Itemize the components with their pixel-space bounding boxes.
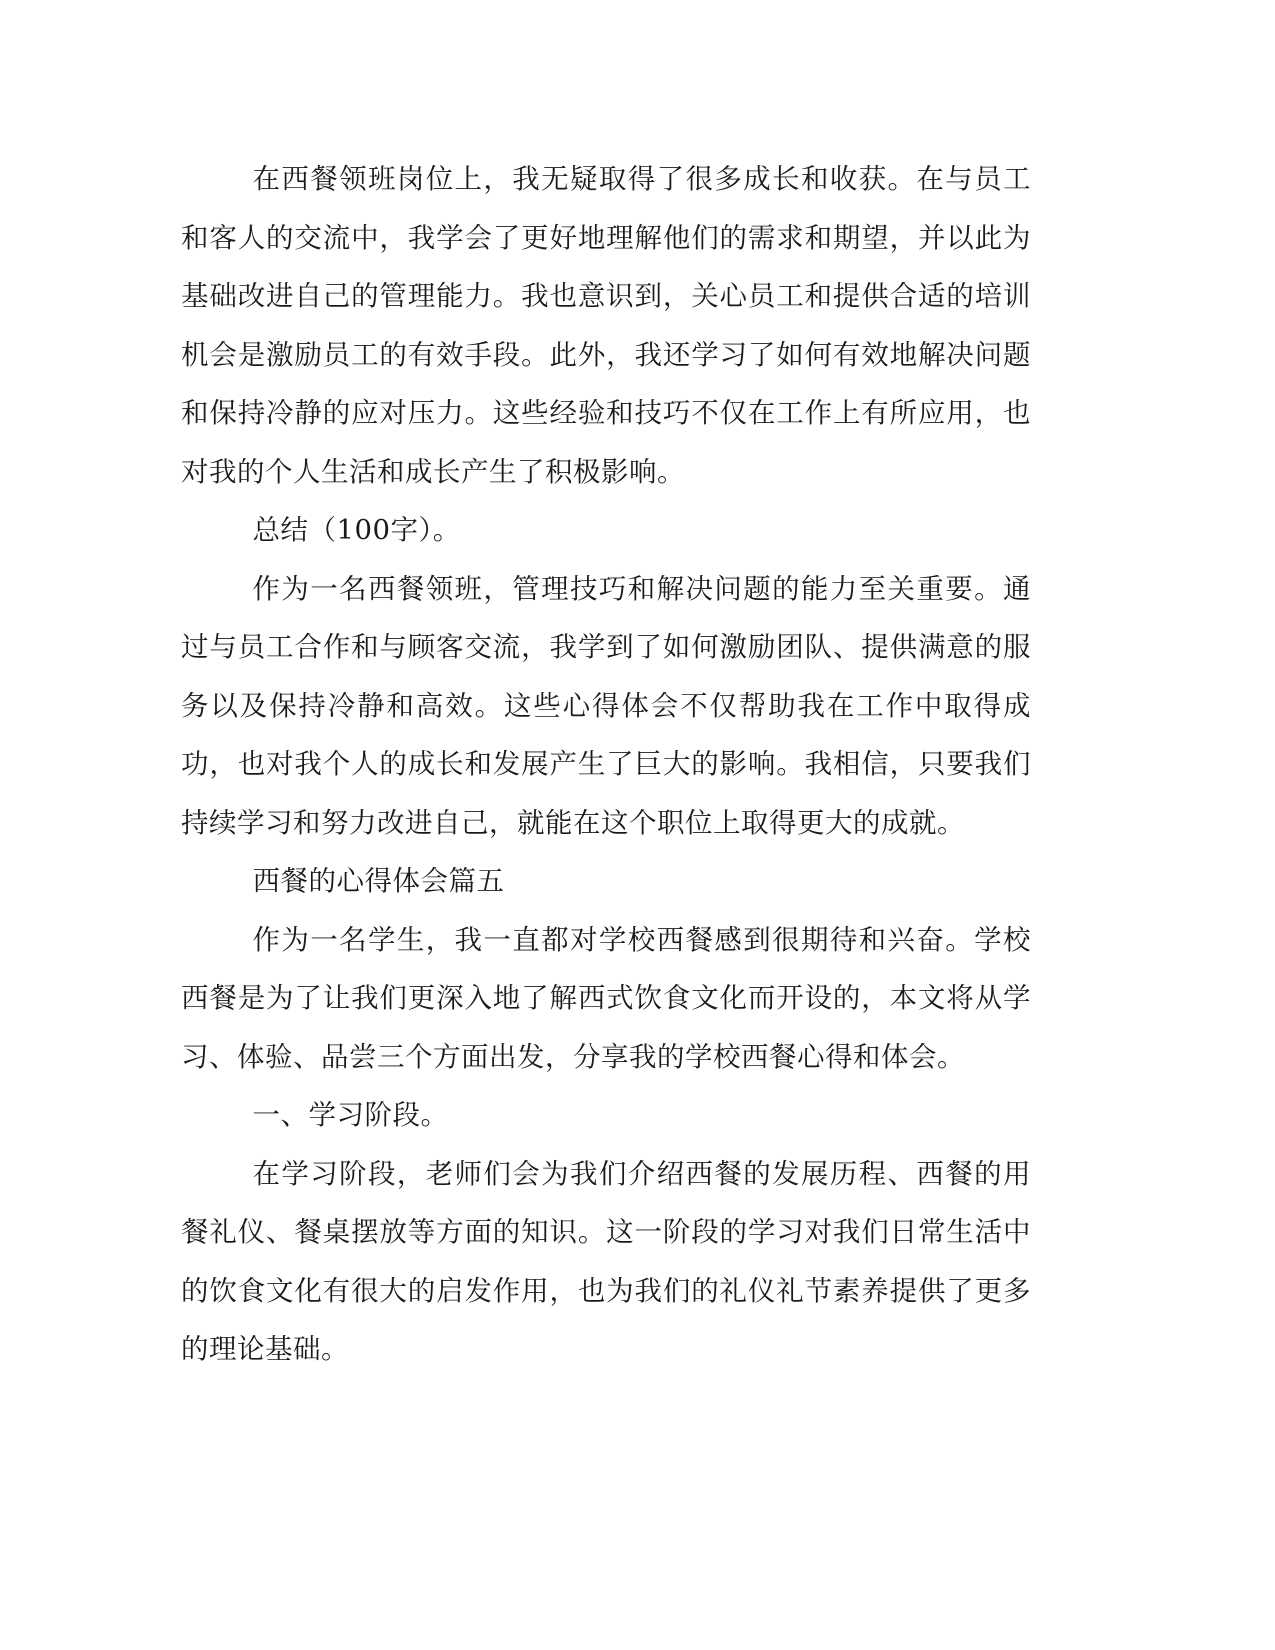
paragraph-summary: 作为一名西餐领班，管理技巧和解决问题的能力至关重要。通过与员工合作和与顾客交流，我学到了如何激励团队、提供满意的服务以及保持冷静和高效。这些心得体会不仅帮助我在工作中取得成功，也对我个人的成长和发展产生了巨大的影响。我相信，只要我们持续学习和努力改进自己，就能在这个职位上取得更大的成就。 bbox=[181, 572, 1031, 839]
document-page bbox=[181, 150, 1031, 1379]
paragraph-growth: 在西餐领班岗位上，我无疑取得了很多成长和收获。在与员工和客人的交流中，我学会了更好地理解他们的需求和期望，并以此为基础改进自己的管理能力。我也意识到，关心员工和提供合适的培训机会是激励员工的有效手段。此外，我还学习了如何有效地解决问题和保持冷静的应对压力。这些经验和技巧不仅在工作上有所应用，也对我的个人生活和成长产生了积极影响。 bbox=[181, 163, 1031, 488]
paragraph-intro: 作为一名学生，我一直都对学校西餐感到很期待和兴奋。学校西餐是为了让我们更深入地了解西式饮食文化而开设的，本文将从学习、体验、品尝三个方面出发，分享我的学校西餐心得和体会。 bbox=[181, 923, 1031, 1073]
paragraph-learning-stage: 在学习阶段，老师们会为我们介绍西餐的发展历程、西餐的用餐礼仪、餐桌摆放等方面的知识。这一阶段的学习对我们日常生活中的饮食文化有很大的启发作用，也为我们的礼仪礼节素养提供了更多的理论基础。 bbox=[181, 1157, 1031, 1365]
section-heading-part-five: 西餐的心得体会篇五 bbox=[252, 865, 505, 897]
subheading-learning-stage: 一、学习阶段。 bbox=[252, 1099, 449, 1131]
paragraph-summary-heading: 总结（100字）。 bbox=[252, 514, 461, 546]
